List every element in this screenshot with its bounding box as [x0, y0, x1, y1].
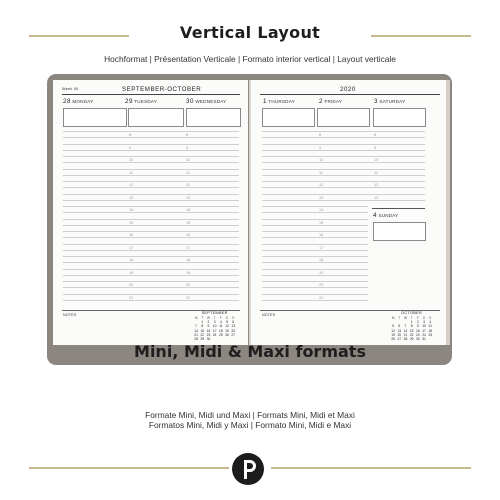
hour-line: [262, 287, 368, 288]
october-mini-calendar: OCTOBER M T W T F S S 1 2 3 4 5 6 7 8 9 10 11 12 13 14 15 16 17 18 19 20 21 22 23 24 25 26 27 28 29 30 31: [391, 311, 433, 342]
hour-line: [262, 231, 368, 232]
hour-line: [63, 250, 239, 251]
hour-line: [63, 212, 239, 213]
hour-line: [262, 206, 368, 207]
day-4-sunday: 4 SUNDAY: [373, 212, 399, 219]
hour-label: 11: [186, 170, 190, 175]
hour-label: 8: [319, 133, 322, 137]
hour-line: [63, 287, 239, 288]
hour-label: 15: [319, 220, 324, 225]
year-label: 2020: [340, 86, 356, 93]
hour-line: [63, 269, 239, 270]
hour-line: [63, 187, 239, 188]
september-mini-calendar: SEPTEMBER M T W T F S S 1 2 3 4 5 6 7 8 9 10 11 12 13 14 15 16 17 18 19 20 21 22 23 24 25 26 27 28 29 30: [194, 311, 236, 342]
hour-line: [262, 156, 425, 157]
hour-label: 17: [129, 245, 134, 250]
hour-label: 20: [319, 283, 324, 287]
hour-label: 15: [186, 220, 191, 225]
hour-label: 19: [129, 270, 134, 275]
hour-line: [63, 144, 239, 145]
hour-line: [63, 162, 239, 163]
hour-label: 13: [129, 195, 134, 200]
left-header-line: [62, 94, 240, 95]
hour-label: 8: [374, 133, 377, 137]
hour-line: [63, 181, 239, 182]
hour-line: [262, 200, 425, 201]
hour-label: 14: [186, 208, 191, 212]
hour-label: 10: [319, 158, 324, 162]
hour-line: [63, 150, 239, 151]
hour-label: 18: [129, 258, 134, 262]
day-4-box: [373, 222, 426, 241]
hour-label: 8: [129, 133, 132, 137]
day-2: 2 FRIDAY: [319, 98, 343, 105]
page-edge-right: [446, 80, 450, 345]
hour-label: 21: [129, 295, 134, 300]
hour-line: [262, 137, 425, 138]
hour-line: [262, 275, 368, 276]
hour-label: 9: [374, 145, 377, 150]
hour-line: [262, 237, 368, 238]
hour-line: [262, 269, 368, 270]
hour-label: 13: [374, 195, 379, 200]
brand-p-logo-icon: [232, 453, 264, 485]
hour-label: 15: [129, 220, 134, 225]
sunday-divider: [372, 208, 425, 209]
hour-line: [262, 244, 368, 245]
day-29-box: [128, 108, 184, 127]
hour-line: [63, 294, 239, 295]
hour-label: 19: [319, 270, 324, 275]
day-30: 30 WEDNESDAY: [186, 98, 227, 105]
hour-line: [63, 281, 239, 282]
formats-line-2: Formatos Mini, Midi y Maxi | Formato Mini, Midi e Maxi: [148, 420, 352, 430]
day-28-box: [63, 108, 127, 127]
hour-line: [63, 156, 239, 157]
hour-line: [262, 150, 425, 151]
hour-label: 12: [186, 183, 191, 187]
october-calendar-title: OCTOBER: [401, 311, 423, 315]
day-30-box: [186, 108, 241, 127]
week-label: Week 40: [62, 87, 79, 91]
headline-subtitle: Hochformat | Présentation Verticale | Formato interior vertical | Layout verticale: [104, 54, 396, 64]
hour-line: [262, 175, 425, 176]
hour-line: [262, 181, 425, 182]
september-calendar-title: SEPTEMBER: [201, 311, 228, 315]
hour-label: 20: [186, 283, 191, 287]
hour-label: 16: [186, 233, 191, 237]
hour-line: [262, 300, 368, 301]
hour-label: 18: [186, 258, 191, 262]
hour-label: 16: [129, 233, 134, 237]
hour-line: [63, 175, 239, 176]
hour-label: 12: [374, 183, 379, 187]
hour-label: 18: [319, 258, 324, 262]
hour-line: [262, 256, 368, 257]
hour-label: 8: [186, 133, 189, 137]
hour-label: 14: [319, 208, 324, 212]
hour-line: [63, 300, 239, 301]
hour-line: [262, 281, 368, 282]
hour-label: 10: [129, 158, 134, 162]
hour-line: [63, 169, 239, 170]
hour-label: 14: [129, 208, 134, 212]
hour-line: [63, 244, 239, 245]
hour-line: [63, 225, 239, 226]
day-28: 28 MONDAY: [63, 98, 94, 105]
bottom-rule-right: [271, 467, 471, 469]
hour-line: [262, 194, 425, 195]
hour-line: [262, 212, 368, 213]
hour-label: 9: [129, 145, 132, 150]
day-2-box: [317, 108, 370, 127]
hour-line: [63, 275, 239, 276]
bottom-rule-left: [29, 467, 229, 469]
day-3: 3 SATURDAY: [374, 98, 406, 105]
hour-line: [262, 131, 425, 132]
hour-line: [63, 256, 239, 257]
hour-line: [63, 194, 239, 195]
hour-label: 10: [186, 158, 191, 162]
hour-line: [262, 219, 368, 220]
hour-line: [262, 250, 368, 251]
hour-label: 10: [374, 158, 379, 162]
left-notes-label: NOTES: [63, 313, 77, 317]
month-range: SEPTEMBER-OCTOBER: [122, 86, 202, 93]
day-1: 1 THURSDAY: [263, 98, 295, 105]
hour-label: 19: [186, 270, 191, 275]
planner-spine: [249, 80, 251, 346]
hour-line: [63, 237, 239, 238]
hour-label: 13: [186, 195, 191, 200]
headline: Vertical Layout: [179, 23, 321, 42]
hour-label: 16: [319, 233, 324, 237]
hour-line: [262, 187, 425, 188]
hour-label: 9: [319, 145, 322, 150]
hour-label: 21: [319, 295, 324, 300]
hour-line: [63, 131, 239, 132]
day-3-box: [373, 108, 426, 127]
hour-line: [63, 219, 239, 220]
right-header-line: [260, 94, 440, 95]
right-notes-label: NOTES: [262, 313, 276, 317]
hour-label: 12: [129, 183, 134, 187]
hour-line: [262, 162, 425, 163]
hour-line: [63, 262, 239, 263]
day-29: 29 TUESDAY: [125, 98, 158, 105]
hour-label: 13: [319, 195, 324, 200]
hour-line: [63, 231, 239, 232]
hour-label: 17: [186, 245, 191, 250]
hour-label: 9: [186, 145, 189, 150]
hour-line: [262, 225, 368, 226]
hour-label: 17: [319, 245, 324, 250]
hour-line: [262, 169, 425, 170]
hour-label: 11: [319, 170, 323, 175]
hour-label: 21: [186, 295, 191, 300]
formats-line-1: Formate Mini, Midi und Maxi | Formats Mini, Midi et Maxi: [145, 410, 355, 420]
hour-line: [63, 200, 239, 201]
hour-label: 11: [129, 170, 133, 175]
hour-line: [262, 294, 368, 295]
hour-label: 12: [319, 183, 324, 187]
day-1-box: [262, 108, 315, 127]
hour-label: 20: [129, 283, 134, 287]
hour-line: [63, 206, 239, 207]
hour-line: [63, 137, 239, 138]
hour-line: [262, 262, 368, 263]
formats-title: Mini, Midi & Maxi formats: [134, 342, 366, 361]
hour-label: 11: [374, 170, 378, 175]
hour-line: [262, 144, 425, 145]
